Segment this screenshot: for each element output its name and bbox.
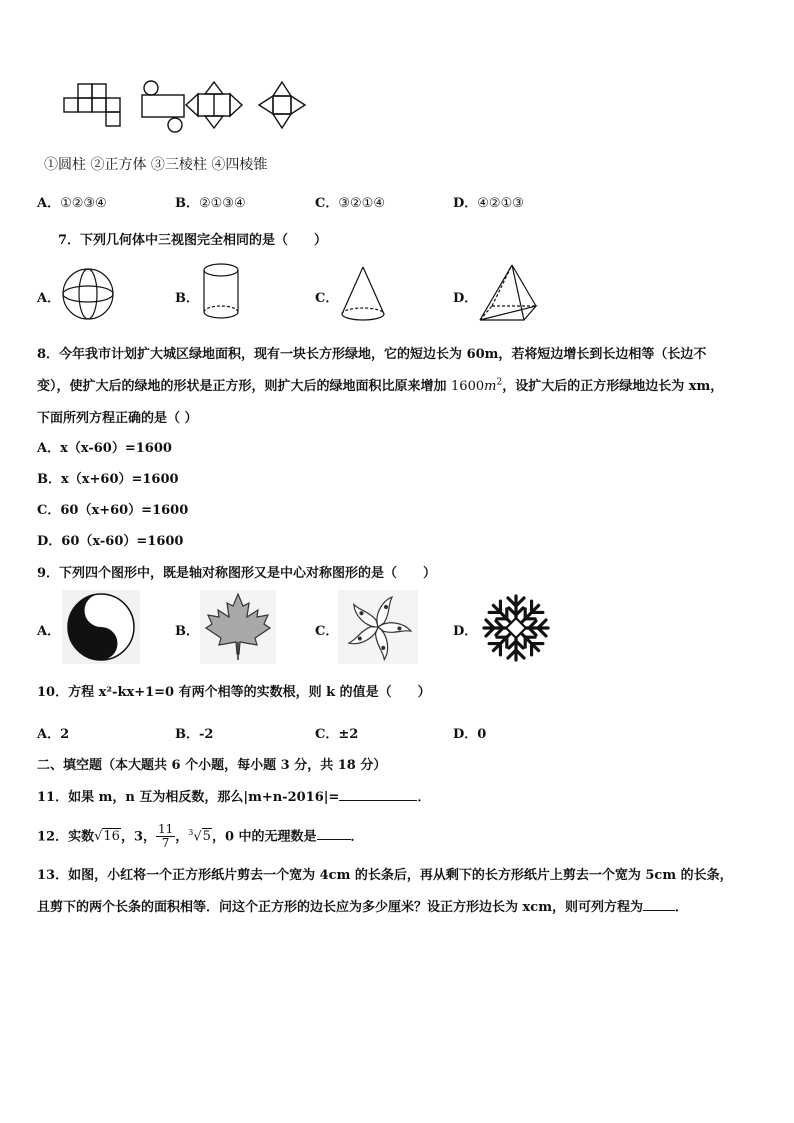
nets-labels: ①圆柱 ②正方体 ③三棱柱 ④四棱锥 — [44, 157, 268, 173]
q13-line2: 且剪下的两个长条的面积相等．问这个正方形的边长应为多少厘米？设正方形边长为 xcm，则可列方程为 ． — [37, 900, 688, 915]
q6-option-d[interactable]: D．④②①③ — [453, 196, 524, 211]
nets-figure — [58, 78, 318, 138]
sqrt-16: √16 — [94, 829, 120, 845]
q8-option-c[interactable]: C．60（x+60）=1600 — [37, 503, 189, 518]
q9-option-c-letter[interactable]: C． — [315, 624, 339, 639]
net-1 — [64, 84, 120, 126]
q8-option-a[interactable]: A．x（x-60）=1600 — [37, 441, 172, 456]
net-4 — [259, 82, 305, 128]
q11: 11．如果 m，n 互为相反数，那么|m+n-2016|= ． — [37, 790, 431, 805]
q8-option-d[interactable]: D．60（x-60）=1600 — [37, 534, 184, 549]
q12-answer-blank[interactable] — [317, 827, 351, 840]
q8-line2: 变），使扩大后的绿地的形状是正方形，则扩大后的绿地面积比原来增加 $1600m^2$，设扩大后的正方形绿地边长为 xm， — [37, 377, 724, 394]
q10-option-a[interactable]: A．2 — [37, 727, 70, 742]
q7-option-a-letter[interactable]: A． — [37, 291, 61, 306]
q8-area: $1600m^2$ — [451, 377, 503, 394]
yin-yang-icon — [62, 590, 140, 664]
maple-leaf-icon — [200, 590, 276, 664]
q9-option-a-letter[interactable]: A． — [37, 624, 61, 639]
q6-option-b[interactable]: B．②①③④ — [175, 196, 246, 211]
q9-stem: 9．下列四个图形中，既是轴对称图形又是中心对称图形的是（ ） — [37, 566, 437, 581]
q13-line1: 13．如图，小红将一个正方形纸片剪去一个宽为 4cm 的长条后，再从剩下的长方形纸片上剪去一个宽为 5cm 的长条， — [37, 868, 733, 883]
sphere-icon — [60, 266, 116, 322]
bauhinia-flower-icon — [338, 590, 418, 664]
q10-stem: 10．方程 x²-kx+1=0 有两个相等的实数根，则 k 的值是（ ） — [37, 685, 431, 700]
fraction-11-7: $\frac{11}{7}$ — [157, 822, 174, 851]
q10-option-b[interactable]: B．-2 — [175, 727, 214, 742]
q7-option-d-letter[interactable]: D． — [453, 291, 478, 306]
cone-icon — [338, 264, 388, 324]
q8-line3: 下面所列方程正确的是（ ） — [37, 411, 198, 426]
q12: 12．实数√16，3， $\frac{11}{7}$ ，$^3$√5，0 中的无理数是 ． — [37, 822, 364, 851]
net-2 — [142, 81, 184, 132]
q6-option-a[interactable]: A．①②③④ — [37, 196, 107, 211]
q11-answer-blank[interactable] — [339, 788, 417, 801]
q6-option-c[interactable]: C．③②①④ — [315, 196, 385, 211]
q10-option-d[interactable]: D．0 — [453, 727, 487, 742]
q8-option-b[interactable]: B．x（x+60）=1600 — [37, 472, 179, 487]
net-3 — [186, 82, 242, 128]
q13-answer-blank[interactable] — [643, 898, 675, 911]
cylinder-icon — [200, 262, 242, 322]
q7-option-b-letter[interactable]: B． — [175, 291, 199, 306]
section-heading: 二、填空题（本大题共 6 个小题，每小题 3 分，共 18 分） — [37, 758, 387, 773]
cbrt-5: $^3$√5 — [188, 828, 211, 845]
snowflake-icon — [480, 592, 552, 664]
q7-option-c-letter[interactable]: C． — [315, 291, 339, 306]
q8-line1: 8．今年我市计划扩大城区绿地面积，现有一块长方形绿地，它的短边长为 60m，若将短边增长到长边相等（长边不 — [37, 347, 707, 362]
q9-option-d-letter[interactable]: D． — [453, 624, 478, 639]
q9-option-b-letter[interactable]: B． — [175, 624, 199, 639]
q7-stem: 7．下列几何体中三视图完全相同的是（ ） — [58, 233, 328, 248]
pyramid-icon — [476, 262, 542, 326]
q10-option-c[interactable]: C．±2 — [315, 727, 359, 742]
